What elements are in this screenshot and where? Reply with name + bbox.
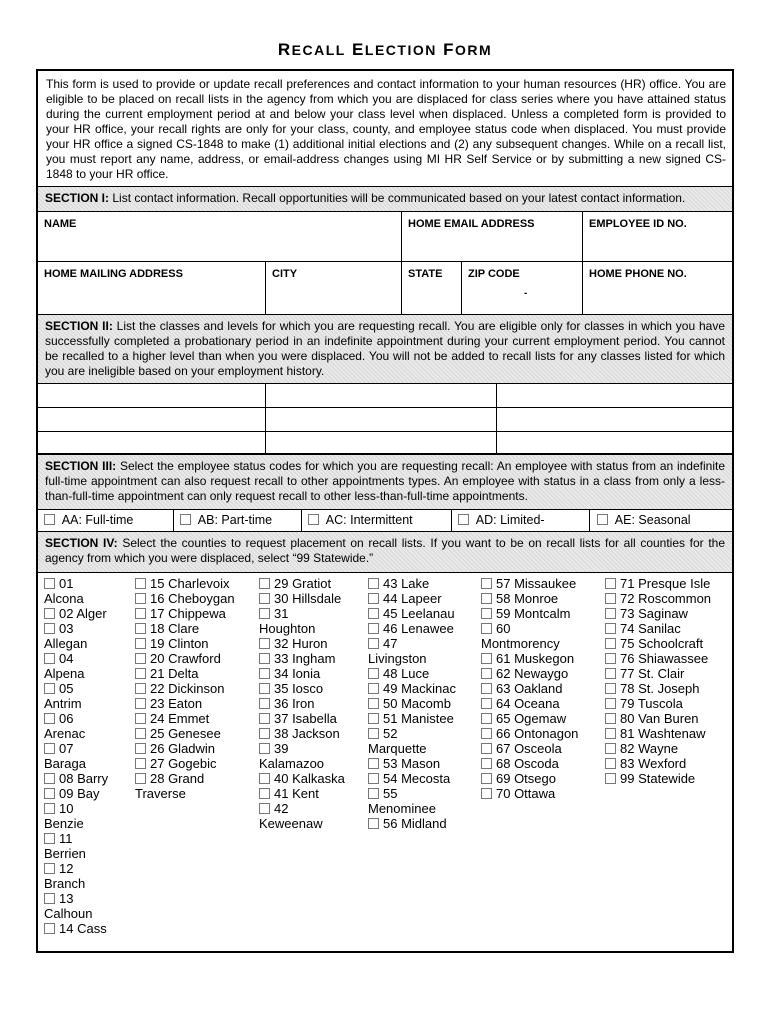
checkbox[interactable] <box>481 713 492 724</box>
form-frame <box>36 69 734 953</box>
checkbox[interactable] <box>259 743 270 754</box>
checkbox[interactable] <box>135 668 146 679</box>
class-entry-cell[interactable] <box>497 408 732 432</box>
county-option[interactable]: 68 Oscoda <box>481 756 601 771</box>
zip-dash: - <box>524 288 528 299</box>
county-option[interactable]: 36 Iron <box>259 696 379 711</box>
section-3-header: SECTION III: Select the employee status codes for which you are requesting recall: An employee with status from an indefinite full-time appointment can also request recall to other appointments types. An employee with status in a class from only a less-than-full-time appointment can only request recall to other less-than-full-time appointments. <box>38 454 732 510</box>
class-entry-cell[interactable] <box>497 384 732 408</box>
checkbox[interactable] <box>368 698 379 709</box>
class-entry-cell[interactable] <box>38 432 266 454</box>
county-option[interactable]: 51 Manistee <box>368 711 488 726</box>
county-option[interactable]: 22 Dickinson <box>135 681 255 696</box>
checkbox[interactable] <box>44 683 55 694</box>
checkbox[interactable] <box>259 788 270 799</box>
county-option[interactable]: 14 Cass <box>44 921 164 936</box>
status-ab[interactable]: AB: Part-time <box>180 510 272 531</box>
checkbox[interactable] <box>605 773 616 784</box>
county-option[interactable]: 04 Alpena <box>44 651 85 681</box>
county-option[interactable]: 39 Kalamazoo <box>259 741 325 771</box>
county-option[interactable]: 42 Keweenaw <box>259 801 323 831</box>
county-option[interactable]: 28 Grand Traverse <box>135 771 205 801</box>
checkbox[interactable] <box>44 863 55 874</box>
county-option[interactable]: 75 Schoolcraft <box>605 636 725 651</box>
checkbox[interactable] <box>368 818 379 829</box>
checkbox[interactable] <box>44 514 55 525</box>
county-option[interactable]: 16 Cheboygan <box>135 591 255 606</box>
checkbox[interactable] <box>259 608 270 619</box>
checkbox[interactable] <box>481 623 492 634</box>
status-aa[interactable]: AA: Full-time <box>44 510 133 531</box>
checkbox[interactable] <box>135 578 146 589</box>
name-field[interactable]: NAME <box>38 212 402 262</box>
county-option[interactable]: 33 Ingham <box>259 651 379 666</box>
checkbox[interactable] <box>368 668 379 679</box>
checkbox[interactable] <box>259 668 270 679</box>
checkbox[interactable] <box>135 773 146 784</box>
checkbox[interactable] <box>597 514 608 525</box>
checkbox[interactable] <box>259 578 270 589</box>
county-option[interactable]: 07 Baraga <box>44 741 86 771</box>
county-option[interactable]: 05 Antrim <box>44 681 82 711</box>
checkbox[interactable] <box>605 728 616 739</box>
county-option[interactable]: 46 Lenawee <box>368 621 488 636</box>
checkbox[interactable] <box>605 743 616 754</box>
county-option[interactable]: 13 Calhoun <box>44 891 93 921</box>
checkbox[interactable] <box>368 713 379 724</box>
county-option[interactable]: 66 Ontonagon <box>481 726 601 741</box>
county-option[interactable]: 60 Montmorency <box>481 621 560 651</box>
checkbox[interactable] <box>368 578 379 589</box>
county-option[interactable]: 55 Menominee <box>368 786 436 816</box>
zip-field[interactable]: ZIP CODE - <box>462 262 583 314</box>
checkbox[interactable] <box>368 608 379 619</box>
county-option[interactable]: 52 Marquette <box>368 726 427 756</box>
county-option[interactable]: 73 Saginaw <box>605 606 725 621</box>
county-option[interactable]: 58 Monroe <box>481 591 601 606</box>
county-option[interactable]: 81 Washtenaw <box>605 726 725 741</box>
checkbox[interactable] <box>135 608 146 619</box>
checkbox[interactable] <box>605 758 616 769</box>
checkbox[interactable] <box>481 593 492 604</box>
checkbox[interactable] <box>368 593 379 604</box>
county-option[interactable]: 99 Statewide <box>605 771 725 786</box>
mailing-address-field[interactable]: HOME MAILING ADDRESS <box>38 262 266 314</box>
county-option[interactable]: 47 Livingston <box>368 636 427 666</box>
checkbox[interactable] <box>44 608 55 619</box>
checkbox[interactable] <box>259 638 270 649</box>
county-option[interactable]: 30 Hillsdale <box>259 591 379 606</box>
county-option[interactable]: 61 Muskegon <box>481 651 601 666</box>
county-option[interactable]: 44 Lapeer <box>368 591 488 606</box>
section-1-header: SECTION I: List contact information. Recall opportunities will be communicated based on your latest contact information. <box>38 186 732 212</box>
checkbox[interactable] <box>44 743 55 754</box>
county-option[interactable]: 01 Alcona <box>44 576 84 606</box>
checkbox[interactable] <box>605 578 616 589</box>
checkbox[interactable] <box>481 743 492 754</box>
checkbox[interactable] <box>481 578 492 589</box>
class-entry-cell[interactable] <box>497 432 732 454</box>
county-option[interactable]: 80 Van Buren <box>605 711 725 726</box>
county-option[interactable]: 09 Bay <box>44 786 164 801</box>
checkbox[interactable] <box>135 638 146 649</box>
form-title: RECALL ELECTION FORM <box>277 40 493 59</box>
intro-text: This form is used to provide or update recall preferences and contact information to your human resources (HR) office. You are eligible to be placed on recall lists in the agency from which you are displaced for class series where you have attained status during the current employment period at and below your class level when displaced. Unless a completed form is provided to your HR office, your recall rights are only for your class, county, and employee status code when displaced. You must provide your HR office a signed CS-1848 to make (1) additional initial elections and (2) any subsequent changes. While on a recall list, you must report any name, address, or email-address changes using MI HR Self Service or by submitting a new signed CS-1848 to your HR office. <box>46 77 726 181</box>
county-option[interactable]: 65 Ogemaw <box>481 711 601 726</box>
county-option[interactable]: 77 St. Clair <box>605 666 725 681</box>
checkbox[interactable] <box>368 773 379 784</box>
county-option[interactable]: 82 Wayne <box>605 741 725 756</box>
county-option[interactable]: 35 Iosco <box>259 681 379 696</box>
checkbox[interactable] <box>481 668 492 679</box>
checkbox[interactable] <box>135 713 146 724</box>
county-option[interactable]: 15 Charlevoix <box>135 576 255 591</box>
checkbox[interactable] <box>481 728 492 739</box>
county-option[interactable]: 69 Otsego <box>481 771 601 786</box>
checkbox[interactable] <box>605 653 616 664</box>
checkbox[interactable] <box>368 728 379 739</box>
checkbox[interactable] <box>481 608 492 619</box>
checkbox[interactable] <box>135 743 146 754</box>
county-option[interactable]: 74 Sanilac <box>605 621 725 636</box>
county-option[interactable]: 20 Crawford <box>135 651 255 666</box>
checkbox[interactable] <box>135 653 146 664</box>
county-option[interactable]: 59 Montcalm <box>481 606 601 621</box>
checkbox[interactable] <box>44 773 55 784</box>
checkbox[interactable] <box>135 698 146 709</box>
checkbox[interactable] <box>481 653 492 664</box>
checkbox[interactable] <box>259 803 270 814</box>
county-option[interactable]: 10 Benzie <box>44 801 84 831</box>
checkbox[interactable] <box>44 803 55 814</box>
county-option[interactable]: 32 Huron <box>259 636 379 651</box>
county-option[interactable]: 79 Tuscola <box>605 696 725 711</box>
employee-id-field[interactable]: EMPLOYEE ID NO. <box>583 212 732 262</box>
status-ad[interactable]: AD: Limited- <box>458 510 545 531</box>
county-option[interactable]: 41 Kent <box>259 786 379 801</box>
checkbox[interactable] <box>44 833 55 844</box>
county-option[interactable]: 45 Leelanau <box>368 606 488 621</box>
county-option[interactable]: 37 Isabella <box>259 711 379 726</box>
county-option[interactable]: 27 Gogebic <box>135 756 255 771</box>
section-4-header: SECTION IV: Select the counties to request placement on recall lists. If you want to be on recall lists for all counties for the agency from which you were displaced, select “99 Statewide.” <box>38 531 732 573</box>
county-option[interactable]: 06 Arenac <box>44 711 86 741</box>
checkbox[interactable] <box>605 713 616 724</box>
checkbox[interactable] <box>44 788 55 799</box>
county-option[interactable]: 70 Ottawa <box>481 786 601 801</box>
county-option[interactable]: 18 Clare <box>135 621 255 636</box>
checkbox[interactable] <box>44 893 55 904</box>
checkbox[interactable] <box>135 683 146 694</box>
county-option[interactable]: 26 Gladwin <box>135 741 255 756</box>
checkbox[interactable] <box>605 623 616 634</box>
checkbox[interactable] <box>605 683 616 694</box>
county-option[interactable]: 78 St. Joseph <box>605 681 725 696</box>
county-option[interactable]: 24 Emmet <box>135 711 255 726</box>
status-ac[interactable]: AC: Intermittent <box>308 510 413 531</box>
county-option[interactable]: 23 Eaton <box>135 696 255 711</box>
county-option[interactable]: 71 Presque Isle <box>605 576 725 591</box>
section-2-header: SECTION II: List the classes and levels for which you are requesting recall. You are eligible only for classes in which you have successfully completed a probationary period in an indefinite appointment during your current employment period. You cannot be recalled to a higher level than when you were displaced. You will not be added to recall lists for any classes listed for which you are ineligible based on your employment history. <box>38 314 732 384</box>
checkbox[interactable] <box>481 758 492 769</box>
county-option[interactable]: 38 Jackson <box>259 726 379 741</box>
checkbox[interactable] <box>180 514 191 525</box>
checkbox[interactable] <box>259 773 270 784</box>
county-option[interactable]: 43 Lake <box>368 576 488 591</box>
county-option[interactable]: 29 Gratiot <box>259 576 379 591</box>
checkbox[interactable] <box>259 653 270 664</box>
checkbox[interactable] <box>481 788 492 799</box>
checkbox[interactable] <box>135 623 146 634</box>
county-option[interactable]: 12 Branch <box>44 861 86 891</box>
county-option[interactable]: 25 Genesee <box>135 726 255 741</box>
checkbox[interactable] <box>368 788 379 799</box>
county-option[interactable]: 67 Osceola <box>481 741 601 756</box>
checkbox[interactable] <box>368 758 379 769</box>
city-field[interactable]: CITY <box>266 262 402 314</box>
class-entry-cell[interactable] <box>38 384 266 408</box>
checkbox[interactable] <box>308 514 319 525</box>
county-option[interactable]: 40 Kalkaska <box>259 771 379 786</box>
county-option[interactable]: 62 Newaygo <box>481 666 601 681</box>
checkbox[interactable] <box>605 668 616 679</box>
county-option[interactable]: 02 Alger <box>44 606 164 621</box>
county-option[interactable]: 31 Houghton <box>259 606 316 636</box>
checkbox[interactable] <box>44 653 55 664</box>
checkbox[interactable] <box>481 698 492 709</box>
checkbox[interactable] <box>458 514 469 525</box>
checkbox[interactable] <box>259 728 270 739</box>
checkbox[interactable] <box>605 698 616 709</box>
checkbox[interactable] <box>368 623 379 634</box>
status-ae[interactable]: AE: Seasonal <box>597 510 691 531</box>
county-option[interactable]: 76 Shiawassee <box>605 651 725 666</box>
county-option[interactable]: 19 Clinton <box>135 636 255 651</box>
county-option[interactable]: 53 Mason <box>368 756 488 771</box>
county-option[interactable]: 03 Allegan <box>44 621 88 651</box>
checkbox[interactable] <box>44 713 55 724</box>
class-entry-cell[interactable] <box>38 408 266 432</box>
checkbox[interactable] <box>135 758 146 769</box>
county-option[interactable]: 50 Macomb <box>368 696 488 711</box>
county-option[interactable]: 11 Berrien <box>44 831 86 861</box>
checkbox[interactable] <box>481 683 492 694</box>
county-option[interactable]: 63 Oakland <box>481 681 601 696</box>
county-option[interactable]: 57 Missaukee <box>481 576 601 591</box>
phone-field[interactable]: HOME PHONE NO. <box>589 268 687 280</box>
state-field[interactable]: STATE <box>402 262 462 314</box>
county-option[interactable]: 83 Wexford <box>605 756 725 771</box>
county-option[interactable]: 54 Mecosta <box>368 771 488 786</box>
class-entry-cell[interactable] <box>266 408 497 432</box>
county-option[interactable]: 08 Barry <box>44 771 164 786</box>
checkbox[interactable] <box>259 593 270 604</box>
checkbox[interactable] <box>44 578 55 589</box>
class-entry-cell[interactable] <box>266 432 497 454</box>
checkbox[interactable] <box>605 608 616 619</box>
checkbox[interactable] <box>44 923 55 934</box>
checkbox[interactable] <box>605 593 616 604</box>
county-option[interactable]: 21 Delta <box>135 666 255 681</box>
checkbox[interactable] <box>368 638 379 649</box>
checkbox[interactable] <box>259 713 270 724</box>
checkbox[interactable] <box>44 623 55 634</box>
county-option[interactable]: 34 Ionia <box>259 666 379 681</box>
checkbox[interactable] <box>368 683 379 694</box>
county-option[interactable]: 49 Mackinac <box>368 681 488 696</box>
checkbox[interactable] <box>135 593 146 604</box>
class-entry-cell[interactable] <box>266 384 497 408</box>
checkbox[interactable] <box>481 773 492 784</box>
email-field[interactable]: HOME EMAIL ADDRESS <box>402 212 583 262</box>
checkbox[interactable] <box>259 698 270 709</box>
checkbox[interactable] <box>605 638 616 649</box>
county-option[interactable]: 72 Roscommon <box>605 591 725 606</box>
county-option[interactable]: 48 Luce <box>368 666 488 681</box>
checkbox[interactable] <box>135 728 146 739</box>
county-option[interactable]: 56 Midland <box>368 816 488 831</box>
checkbox[interactable] <box>259 683 270 694</box>
county-option[interactable]: 64 Oceana <box>481 696 601 711</box>
county-option[interactable]: 17 Chippewa <box>135 606 255 621</box>
